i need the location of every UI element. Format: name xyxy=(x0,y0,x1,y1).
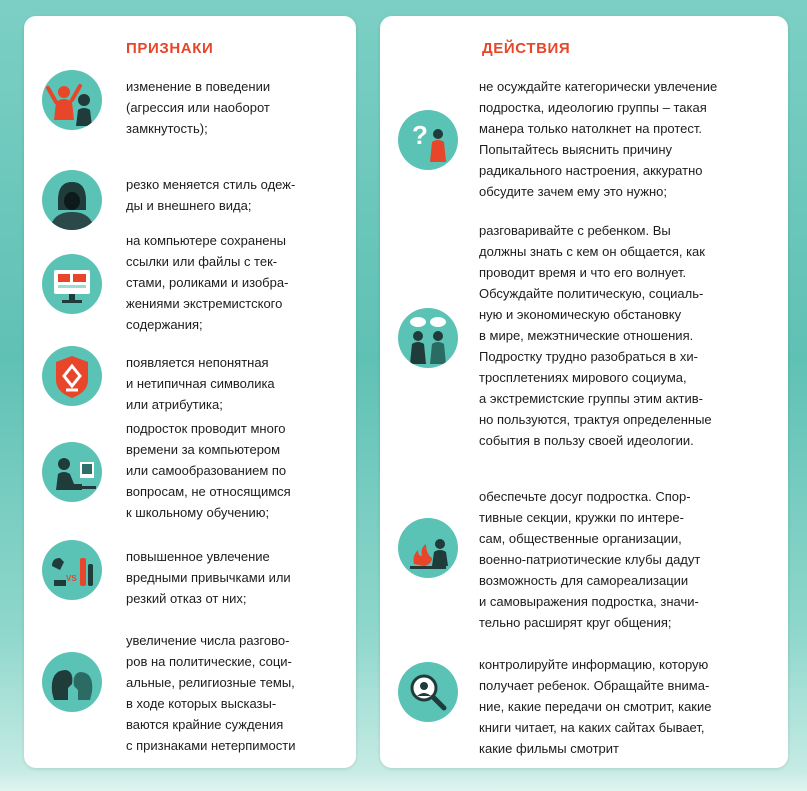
action-text-2: разговаривайте с ребенком. Вы должны знать с кем он общается, как проводит время и что его волнует. Обсуждайте политическую, социаль- ную и экономическую обстановку в мире, межэтнические отношения. Подростку трудно разобраться в хи- тросплетениях мирового социума, а экстремистские группы этим актив‑ но пользуются, трактуя определенные события в пользу своей идеологии. xyxy=(479,223,712,448)
question-person-icon xyxy=(398,110,458,170)
talking-people-icon xyxy=(398,308,458,368)
sign-text-6: повышенное увлечение вредными привычками или резкий отказ от них; xyxy=(126,549,291,606)
action-text-4: контролируйте информацию, которую получает ребенок. Обращайте внима- ние, какие передачи он смотрит, какие книги читает, на каких сайтах бывает, какие фильмы смотрит xyxy=(479,657,712,756)
action-text-3: обеспечьте досуг подростка. Спор- тивные секции, кружки по интере- сам, общественные организации, военно-патриотические клубы дадут возможность для самореализации и самовыражения подростка, значи- тельно расширят круг общения; xyxy=(479,489,701,630)
hooded-person-icon xyxy=(42,170,102,230)
aggression-icon xyxy=(42,70,102,130)
computer-files-icon xyxy=(42,254,102,314)
sign-text-5: подросток проводит много времени за компьютером или самообразованием по вопросам, не относящимся к школьному обучению; xyxy=(126,421,291,520)
teen-at-computer-icon xyxy=(42,442,102,502)
sign-text-4: появляется непонятная и нетипичная символика или атрибутика; xyxy=(126,355,275,412)
sign-text-3: на компьютере сохранены ссылки или файлы с тек- стами, роликами и изобра- жениями экстремистского содержания; xyxy=(126,233,289,332)
actions-heading: ДЕЙСТВИЯ xyxy=(482,40,571,57)
bad-habits-icon xyxy=(42,540,102,600)
magnifier-person-icon xyxy=(398,662,458,722)
signs-heading: ПРИЗНАКИ xyxy=(126,40,214,57)
campfire-icon xyxy=(398,518,458,578)
bottom-strip xyxy=(0,771,807,791)
conversation-heads-icon xyxy=(42,652,102,712)
sign-text-2: резко меняется стиль одеж- ды и внешнего вида; xyxy=(126,177,296,213)
extremist-symbol-icon xyxy=(42,346,102,406)
action-text-1: не осуждайте категорически увлечение подростка, идеологию группы – такая манера только натолкнет на протест. Попытайтесь выяснить причину радикального настроения, аккуратно обсудите зачем ему это нужно; xyxy=(479,79,718,199)
actions-card xyxy=(380,16,788,768)
svg-text:?: ? xyxy=(412,120,428,150)
signs-card xyxy=(24,16,356,768)
sign-text-1: изменение в поведении (агрессия или наоборот замкнутость); xyxy=(126,79,271,136)
sign-text-7: увеличение числа разгово- ров на политические, соци- альные, религиозные темы, в ходе которых высказы- ваются крайние суждения с признаками нетерпимости xyxy=(126,633,296,753)
svg-text:VS: VS xyxy=(66,574,77,583)
